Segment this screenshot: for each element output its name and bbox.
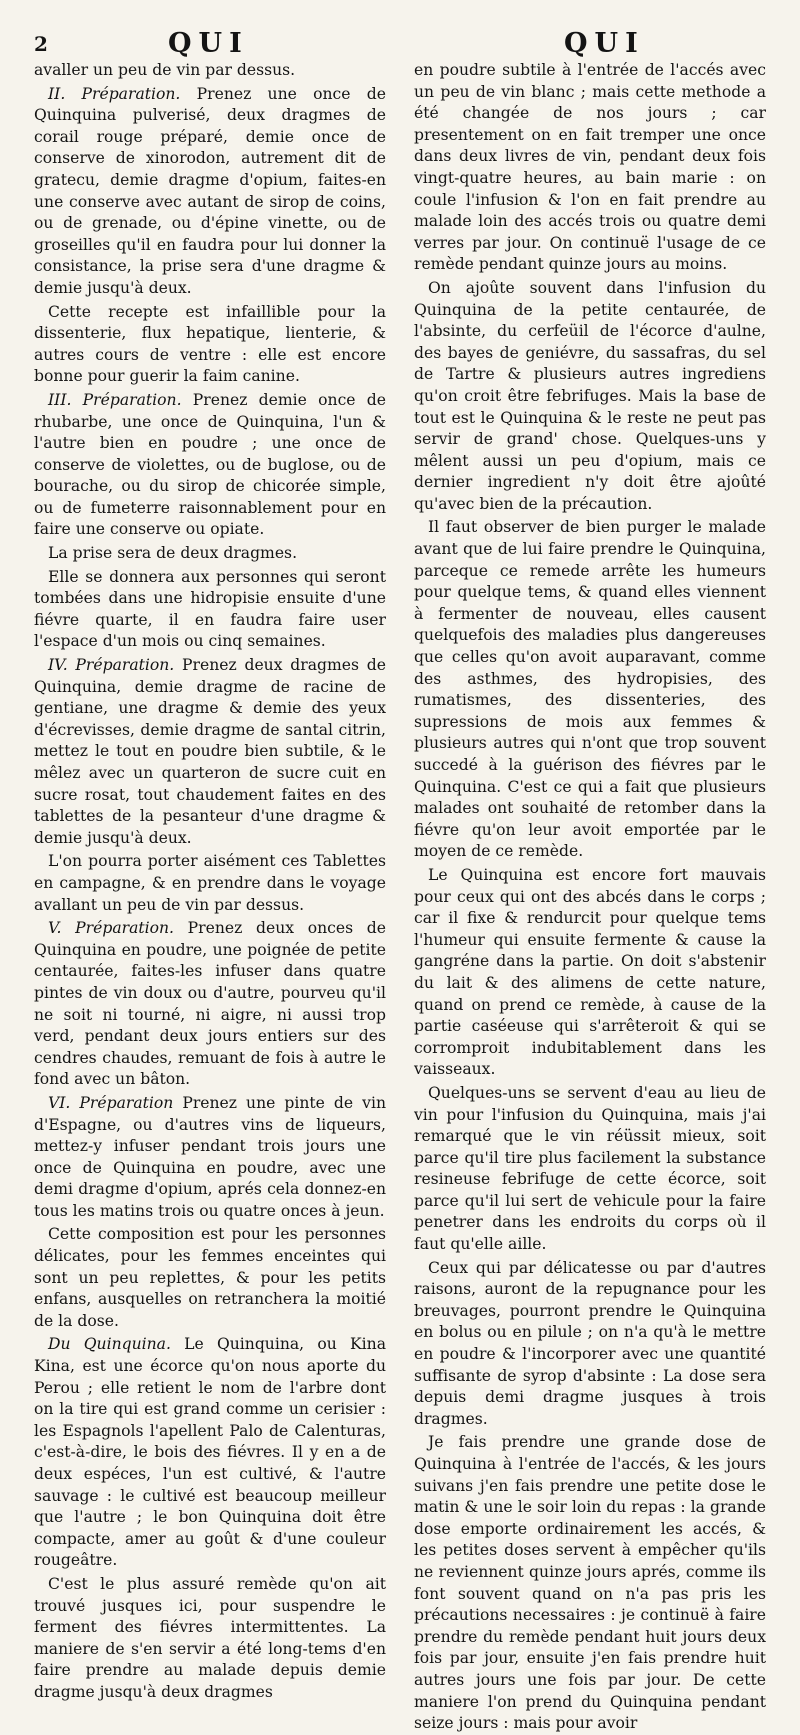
preparation-label: III. Préparation. <box>48 390 182 409</box>
paragraph <box>34 60 386 82</box>
paragraph <box>34 851 386 916</box>
paragraph-text: Prenez une pinte de vin d'Espagne, ou d'autres vins de liqueurs, mettez-y infuser pendant trois jours une once de Quinquina en poudre, avec une demi dragme d'opium, aprés cela donnez-en tous les matins trois ou quatre onces à jeun. <box>34 1093 386 1220</box>
paragraph <box>34 1224 386 1332</box>
page-number: 2 <box>34 32 48 56</box>
paragraph-text: Cette composition est pour les personnes délicates, pour les femmes enceintes qui sont un peu replettes, & pour les petits enfans, ausquelles on retranchera la moitié de la dose. <box>34 1225 386 1330</box>
paragraph <box>34 390 386 541</box>
paragraph-text: C'est le plus assuré remède qu'on ait trouvé jusques ici, pour suspendre le ferment des fiévres intermittentes. La maniere de s'en servir a été long-tems d'en faire prendre au malade depuis demie dragme jusqu'à deux dragmes <box>34 1574 386 1701</box>
section-label: Du Quinquina. <box>48 1335 171 1354</box>
paragraph <box>34 84 386 300</box>
paragraph-text: Prenez une once de Quinquina pulverisé, deux dragmes de corail rouge préparé, demie once de conserve de xinorodon, autrement dit de gratecu, demie dragme d'opium, faites-en une conserve avec autant de sirop de coins, ou de grenade, ou d'épine vinette, ou de groseilles qu'il en faudra pour lui donner la consistance, la prise sera d'une dragme & demie jusqu'à deux. <box>34 84 386 297</box>
paragraph-text: avaller un peu de vin par dessus. <box>34 61 296 79</box>
paragraph <box>34 1574 386 1704</box>
paragraph-text: La prise sera de deux dragmes. <box>48 544 298 563</box>
running-head-right: QUI <box>564 28 645 59</box>
right-column <box>414 60 766 1735</box>
paragraph-text: Elle se donnera aux personnes qui seront tombées dans une hidropisie ensuite d'une fiévre quarte, il en faudra faire user l'espace d'un mois ou cinq semaines. <box>34 567 386 651</box>
paragraph <box>34 567 386 653</box>
preparation-label: II. Préparation. <box>48 84 181 103</box>
paragraph-text: On ajoûte souvent dans l'infusion du Quinquina de la petite centaurée, de l'absinte, du cerfeüil de l'écorce d'aulne, des bayes de geniévre, du sassafras, du sel de Tartre & plusieurs autres ingrediens qu'on croit être febrifuges. Mais la base de tout est le Quinquina & le reste ne peut pas servir de grand' chose. Quelques-uns y mêlent aussi un peu d'opium, mais ce dernier ingredient n'y doit être ajoûté qu'avec bien de la précaution. <box>414 278 766 513</box>
paragraph <box>34 543 386 565</box>
paragraph <box>34 1093 386 1223</box>
paragraph <box>414 517 766 863</box>
paragraph-text: Le Quinquina est encore fort mauvais pour ceux qui ont des abcés dans le corps ; car il fixe & rendurcit pour quelque tems l'humeur qui ensuite fermente & cause la gangréne dans la partie. On doit s'abstenir du lait & des alimens de cette nature, quand on prend ce remède, à cause de la partie caséeuse qui s'arrêteroit & qui se corromproit indubitablement dans les vaisseaux. <box>414 865 766 1079</box>
paragraph <box>414 1432 766 1734</box>
paragraph <box>414 1258 766 1431</box>
paragraph-text: Il faut observer de bien purger le malade avant que de lui faire prendre le Quinquina, parceque ce remede arrête les humeurs pour quelque tems, & quand elles viennent à fermenter de nouveau, elles causent quelquefois des maladies plus dangereuses que celles qu'on avoit auparavant, comme des asthmes, des hydropisies, des rumatismes, des dissenteries, des supressions de mois aux femmes & plusieurs autres qui n'ont que trop souvent succedé à la guérison des fiévres par le Quinquina. C'est ce qui a fait que plusieurs malades ont souhaité de retomber dans la fiévre qu'on leur avoit emportée par le moyen de ce remède. <box>414 518 766 861</box>
paragraph <box>34 918 386 1091</box>
paragraph-text: en poudre subtile à l'entrée de l'accés avec un peu de vin blanc ; mais cette methode a été changée de nos jours ; car presentement on en fait tremper une once dans deux livres de vin, pendant deux fois vingt-quatre heures, au bain marie : on coule l'infusion & l'on en fait prendre au malade loin des accés trois ou quatre demi verres par jour. On continuë l'usage de ce remède pendant quinze jours au moins. <box>414 61 766 274</box>
paragraph <box>34 655 386 849</box>
paragraph-text: L'on pourra porter aisément ces Tablettes en campagne, & en prendre dans le voyage avallant un peu de vin par dessus. <box>34 852 386 914</box>
paragraph <box>414 60 766 276</box>
paragraph <box>34 302 386 388</box>
paragraph-text: Ceux qui par délicatesse ou par d'autres raisons, auront de la repugnance pour les breuvages, pourront prendre le Quinquina en bolus ou en pilule ; on n'a qu'à le mettre en poudre & l'incorporer avec une quantité suffisante de syrop d'absinte : La dose sera depuis demi dragme jusques à trois dragmes. <box>414 1258 766 1428</box>
paragraph <box>34 1334 386 1572</box>
paragraph-text: Prenez demie once de rhubarbe, une once de Quinquina, l'un & l'autre bien en poudre ; une once de conserve de violettes, ou de buglose, ou de bourache, ou du sirop de chicorée simple, ou de fumeterre raisonnablement pour en faire une conserve ou opiate. <box>34 390 386 539</box>
paragraph-text: Prenez deux onces de Quinquina en poudre, une poignée de petite centaurée, faites-les infuser dans quatre pintes de vin doux ou d'autre, pourveu qu'il ne soit ni tourné, ni aigre, ni aussi trop verd, pendant deux jours entiers sur des cendres chaudes, remuant de fois à autre le fond avec un bâton. <box>34 919 386 1089</box>
paragraph-text: Quelques-uns se servent d'eau au lieu de vin pour l'infusion du Quinquina, mais j'ai remarqué que le vin réüssit mieux, soit parce qu'il tire plus facilement la substance resineuse febrifuge de cette écorce, soit parce qu'il lui sert de vehicule pour la faire penetrer dans les endroits du corps où il faut qu'elle aille. <box>414 1083 766 1254</box>
paragraph <box>414 1083 766 1256</box>
paragraph-text: Prenez deux dragmes de Quinquina, demie dragme de racine de gentiane, une dragme & demie des yeux d'écrevisses, demie dragme de santal citrin, mettez le tout en poudre bien subtile, & le mêlez avec un quarteron de sucre cuit en sucre rosat, tout chaudement faites en des tablettes de la pesanteur d'une dragme & demie jusqu'à deux. <box>34 656 386 847</box>
paragraph-text: Cette recepte est infaillible pour la dissenterie, flux hepatique, lienterie, & autres cours de ventre : elle est encore bonne pour guerir la faim canine. <box>34 302 386 386</box>
left-column <box>34 60 386 1704</box>
preparation-label: IV. Préparation. <box>48 656 175 675</box>
paragraph-text: Le Quinquina, ou Kina Kina, est une écorce qu'on nous aporte du Perou ; elle retient le nom de l'arbre dont on la tire qui est grand comme un cerisier : les Espagnols l'apellent Palo de Calenturas, c'est-à-dire, le bois des fiévres. Il y en a de deux espéces, l'un est cultivé, & l'autre sauvage : le cultivé est beaucoup meilleur que l'autre ; le bon Quinquina doit être compacte, amer au goût & d'une couleur rougeâtre. <box>34 1335 386 1570</box>
preparation-label: VI. Préparation <box>48 1093 174 1112</box>
running-head-left: QUI <box>168 28 249 59</box>
paragraph <box>414 278 766 516</box>
paragraph-text: Je fais prendre une grande dose de Quinquina à l'entrée de l'accés, & les jours suivans j'en fais prendre une petite dose le matin & une le soir loin du repas : la grande dose emporte ordinairement les accés, & les petites doses servent à empêcher qu'ils ne reviennent quinze jours aprés, comme ils font souvent quand on n'a pas pris les précautions necessaires : je continuë à faire prendre du remède pendant huit jours deux fois par jour, ensuite j'en fais prendre huit autres jours une fois par jour. De cette maniere l'on prend du Quinquina pendant seize jours : mais pour avoir <box>414 1433 766 1733</box>
preparation-label: V. Préparation. <box>48 919 175 938</box>
paragraph <box>414 865 766 1081</box>
